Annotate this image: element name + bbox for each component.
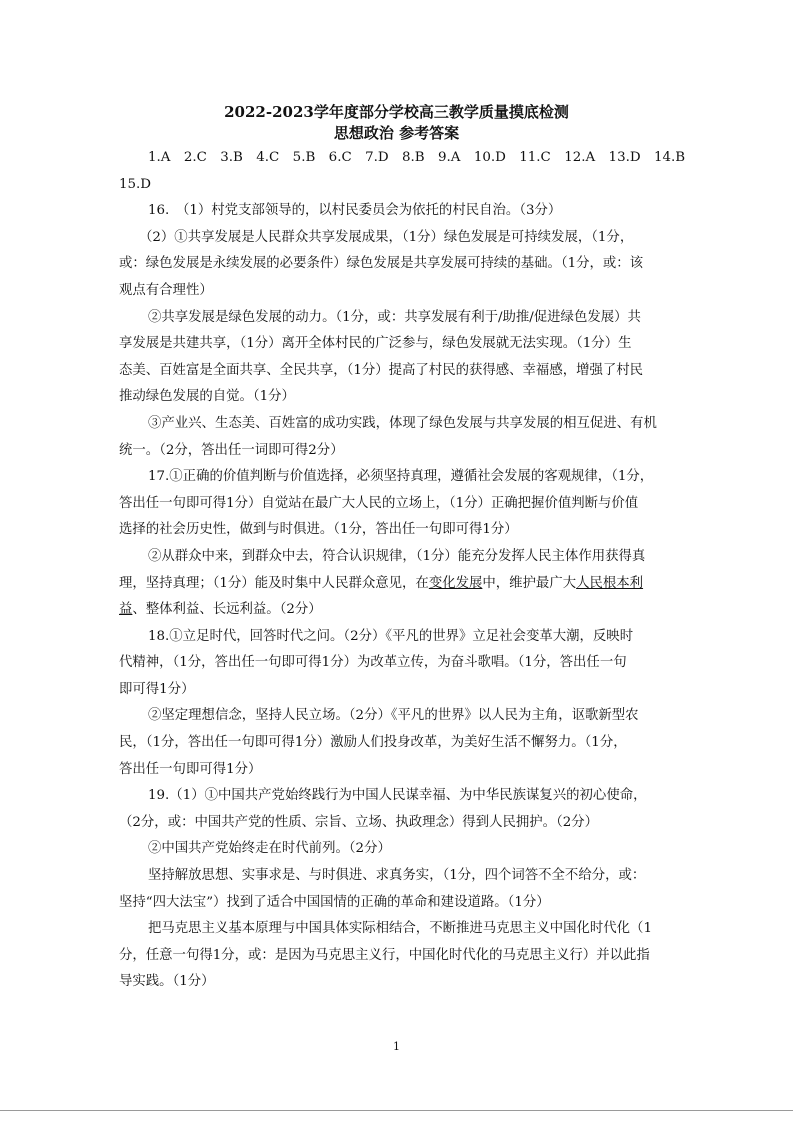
- text-segment: 16. （1）村党支部领导的，以村民委员会为依托的村民自治。（3分）: [148, 203, 562, 219]
- answer-paragraph: [119, 863, 679, 916]
- text-line: [119, 464, 679, 491]
- text-segment: 19.（1）①中国共产党始终践行为中国人民谋幸福、为中华民族谋复兴的初心使命，: [148, 788, 647, 804]
- text-segment: 中，维护最广大: [482, 575, 577, 591]
- text-segment: 17.①正确的价值判断与价值选择，必须坚持真理，遵循社会发展的客观规律，（1分，: [148, 469, 654, 485]
- text-segment: 享发展是共建共享，（1分）离开全体村民的广泛参与，绿色发展就无法实现。（1分）生: [119, 336, 632, 352]
- text-segment: 18.①立足时代，回答时代之问。（2分）《平凡的世界》立足社会变革大潮，反映时: [148, 628, 634, 644]
- text-line: [119, 544, 679, 571]
- text-segment: 观点有合理性）: [119, 282, 213, 298]
- text-line: [119, 411, 679, 438]
- text-segment: 坚持“四大法宝”）找到了适合中国国情的正确的革命和建设道路。（1分）: [119, 894, 550, 910]
- answer-paragraph: [119, 305, 679, 411]
- text-line: [119, 810, 679, 837]
- text-segment: 理，坚持真理；（1分）能及时集中人民群众意见，在: [119, 575, 429, 591]
- text-line: [119, 278, 679, 305]
- answer-paragraph: [119, 544, 679, 624]
- text-line: [119, 251, 679, 278]
- text-line: [119, 172, 679, 199]
- text-line: [119, 438, 679, 465]
- text-segment: 或：绿色发展是永续发展的必要条件）绿色发展是共享发展可持续的基础。（1分，或：该: [119, 256, 644, 272]
- text-line: [119, 863, 679, 890]
- text-segment: ②中国共产党始终走在时代前列。（2分）: [148, 841, 391, 857]
- answer-paragraph: [119, 198, 679, 225]
- underlined-text: 变化发展: [428, 575, 483, 591]
- answer-paragraph: [119, 783, 679, 836]
- answer-paragraph: [119, 225, 679, 305]
- text-line: [119, 703, 679, 730]
- text-segment: 1.A 2.C 3.B 4.C 5.B 6.C 7.D 8.B 9.A 10.D 11.C 12.A 13.D 14.B: [148, 150, 686, 165]
- text-line: [119, 491, 679, 518]
- text-line: [119, 198, 679, 225]
- text-segment: 代精神，（1分，答出任一句即可得1分）为改革立传，为奋斗歌唱。（1分，答出任一句: [119, 655, 627, 671]
- text-segment: ③产业兴、生态美、百姓富的成功实践，体现了绿色发展与共享发展的相互促进、有机: [148, 415, 657, 431]
- text-segment: 态美、百姓富是全面共享、全民共享，（1分）提高了村民的获得感、幸福感，增强了村民: [119, 362, 644, 378]
- text-segment: 统一。（2分，答出任一词即可得2分）: [119, 442, 344, 458]
- text-segment: 坚持解放思想、实事求是、与时俱进、求真务实，（1分，四个词答不全不给分，或：: [148, 868, 646, 884]
- underlined-text: 人民根本利: [576, 575, 644, 591]
- text-line: [119, 305, 679, 332]
- text-segment: （2分，或：中国共产党的性质、宗旨、立场、执政理念）得到人民拥护。（2分）: [119, 814, 599, 830]
- text-line: [119, 943, 679, 970]
- page-bottom-divider: [0, 1110, 793, 1111]
- text-line: [119, 650, 679, 677]
- text-segment: 、整体利益、长远利益。（2分）: [132, 602, 322, 618]
- answer-paragraph: [119, 916, 679, 996]
- text-segment: 民，（1分，答出任一句即可得1分）激励人们投身改革，为美好生活不懈努力。（1分，: [119, 735, 627, 751]
- text-line: [119, 916, 679, 943]
- text-line: [119, 624, 679, 651]
- underlined-text: 益: [119, 602, 133, 618]
- text-line: [119, 783, 679, 810]
- text-segment: 答出任一句即可得1分）自觉站在最广大人民的立场上，（1分）正确把握价值判断与价值: [119, 495, 639, 511]
- text-line: [119, 836, 679, 863]
- text-line: [119, 145, 686, 172]
- text-segment: （2）①共享发展是人民群众共享发展成果，（1分）绿色发展是可持续发展，（1分，: [139, 229, 634, 245]
- text-segment: 推动绿色发展的自觉。（1分）: [119, 389, 295, 405]
- text-line: [119, 384, 679, 411]
- text-segment: ②共享发展是绿色发展的动力。（1分，或：共享发展有利于/助推/促进绿色发展）共: [148, 309, 641, 325]
- answer-paragraph: [119, 703, 679, 783]
- text-line: [119, 969, 679, 996]
- answer-body: [119, 145, 686, 996]
- text-line: [119, 757, 679, 784]
- text-segment: 即可得1分）: [119, 681, 195, 697]
- text-line: [119, 597, 679, 624]
- answer-paragraph: [119, 145, 686, 198]
- answer-paragraph: [119, 836, 679, 863]
- text-line: [119, 677, 679, 704]
- text-segment: 导实践。（1分）: [119, 974, 215, 990]
- answer-paragraph: [119, 464, 679, 544]
- text-segment: ②坚定理想信念，坚持人民立场。（2分）《平凡的世界》以人民为主角，讴歌新型农: [148, 708, 639, 724]
- text-line: [119, 517, 679, 544]
- document-subtitle: 思想政治 参考答案: [333, 124, 460, 142]
- text-segment: 把马克思主义基本原理与中国具体实际相结合，不断推进马克思主义中国化时代化（1: [148, 921, 652, 937]
- text-line: [119, 358, 679, 385]
- text-segment: ②从群众中来，到群众中去，符合认识规律，（1分）能充分发挥人民主体作用获得真: [148, 548, 646, 564]
- answer-paragraph: [119, 411, 679, 464]
- text-line: [119, 225, 679, 252]
- text-line: [119, 890, 679, 917]
- text-segment: 分，任意一句得1分，或：是因为马克思主义行，中国化时代化的马克思主义行）并以此指: [119, 947, 650, 963]
- text-line: [119, 730, 679, 757]
- text-segment: 答出任一句即可得1分）: [119, 761, 262, 777]
- text-line: [119, 331, 679, 358]
- answer-paragraph: [119, 624, 679, 704]
- text-segment: 15.D: [119, 176, 152, 192]
- document-title: 2022-2023学年度部分学校高三教学质量摸底检测: [224, 103, 569, 121]
- text-segment: 选择的社会历史性，做到与时俱进。（1分，答出任一句即可得1分）: [119, 522, 518, 538]
- page-number: 1: [393, 1040, 400, 1053]
- text-line: [119, 571, 679, 598]
